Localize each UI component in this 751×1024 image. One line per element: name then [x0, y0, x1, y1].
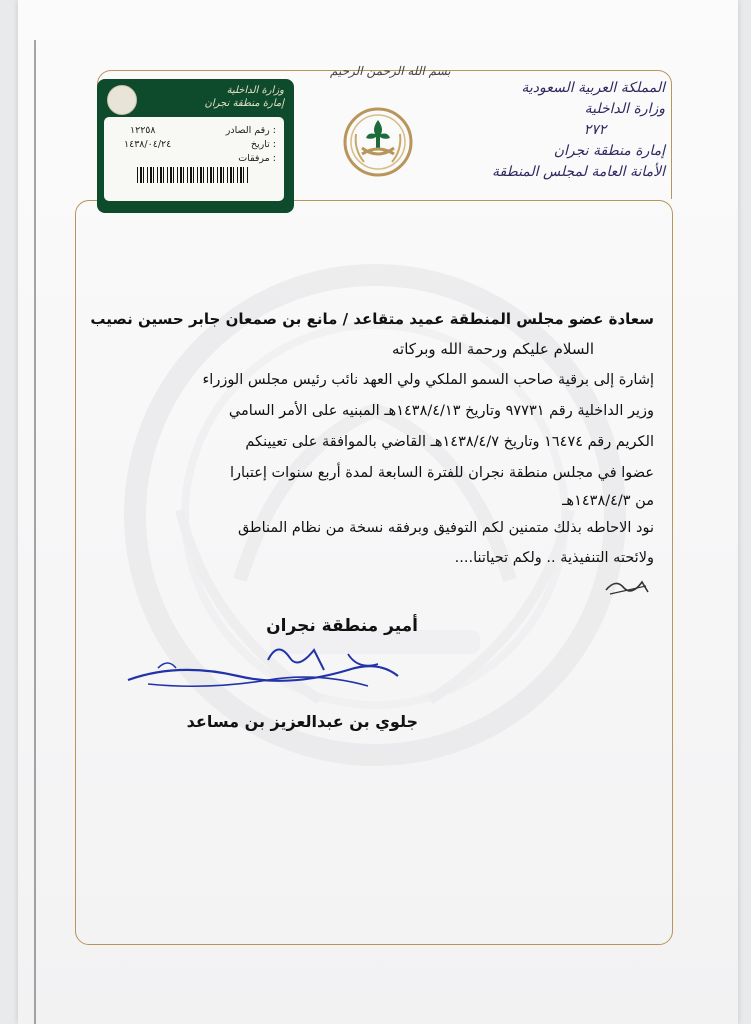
header-line-ministry: وزارة الداخلية [584, 101, 665, 117]
stamp-date-label: تاريخ : [250, 139, 276, 150]
watermark-emblem [120, 250, 630, 780]
header-line-number: ٢٧٢ [583, 122, 607, 138]
barcode [137, 167, 249, 183]
body-line: الكريم رقم ١٦٤٧٤ وتاريخ ١٤٣٨/٤/٧هـ القاضي بالموافقة على تعيينكم [245, 434, 654, 450]
header-line-secretariat: الأمانة العامة لمجلس المنطقة [492, 164, 665, 180]
header-line-kingdom: المملكة العربية السعودية [521, 80, 665, 96]
stamp-title: وزارة الداخلية إمارة منطقة نجران [204, 85, 284, 109]
ministry-header [465, 78, 665, 183]
addressee-line: سعادة عضو مجلس المنطقة عميد متقاعد / مانع بن صمعان جابر حسين نصيب [90, 310, 654, 328]
signatory-title: أمير منطقة نجران [266, 616, 418, 636]
signature [118, 640, 408, 700]
handwritten-initial [602, 572, 654, 598]
body-line: من ١٤٣٨/٤/٣هـ [562, 493, 654, 509]
page-edge-line [34, 40, 36, 1024]
greeting-line: السلام عليكم ورحمة الله وبركاته [392, 340, 594, 358]
body-line: نود الاحاطه بذلك متمنين لكم التوفيق وبرفقه نسخة من نظام المناطق [237, 520, 654, 536]
header-line-emirate: إمارة منطقة نجران [553, 143, 665, 159]
body-line: ولائحته التنفيذية .. ولكم تحياتنا.... [454, 550, 654, 566]
basmala: بسم الله الرحمن الرحيم [330, 64, 451, 78]
stamp-attachments-label: مرفقات : [238, 153, 276, 164]
outgoing-stamp [97, 79, 294, 213]
stamp-ref-label: رقم الصادر : [225, 125, 276, 136]
stamp-ref-value: ١٢٢٥٨ [130, 125, 156, 136]
body-line: إشارة إلى برقية صاحب السمو الملكي ولي العهد نائب رئيس مجلس الوزراء [202, 372, 654, 388]
body-line: وزير الداخلية رقم ٩٧٧٣١ وتاريخ ١٤٣٨/٤/١٣هـ المبنيه على الأمر السامي [228, 403, 654, 419]
signatory-name: جلوي بن عبدالعزيز بن مساعد [186, 712, 418, 731]
stamp-fields [104, 117, 284, 201]
saudi-emblem-icon [342, 104, 414, 180]
stamp-logo-icon [107, 85, 137, 115]
body-line: عضوا في مجلس منطقة نجران للفترة السابعة لمدة أربع سنوات إعتبارا [230, 465, 654, 481]
stamp-date-value: ١٤٣٨/٠٤/٢٤ [124, 139, 172, 150]
